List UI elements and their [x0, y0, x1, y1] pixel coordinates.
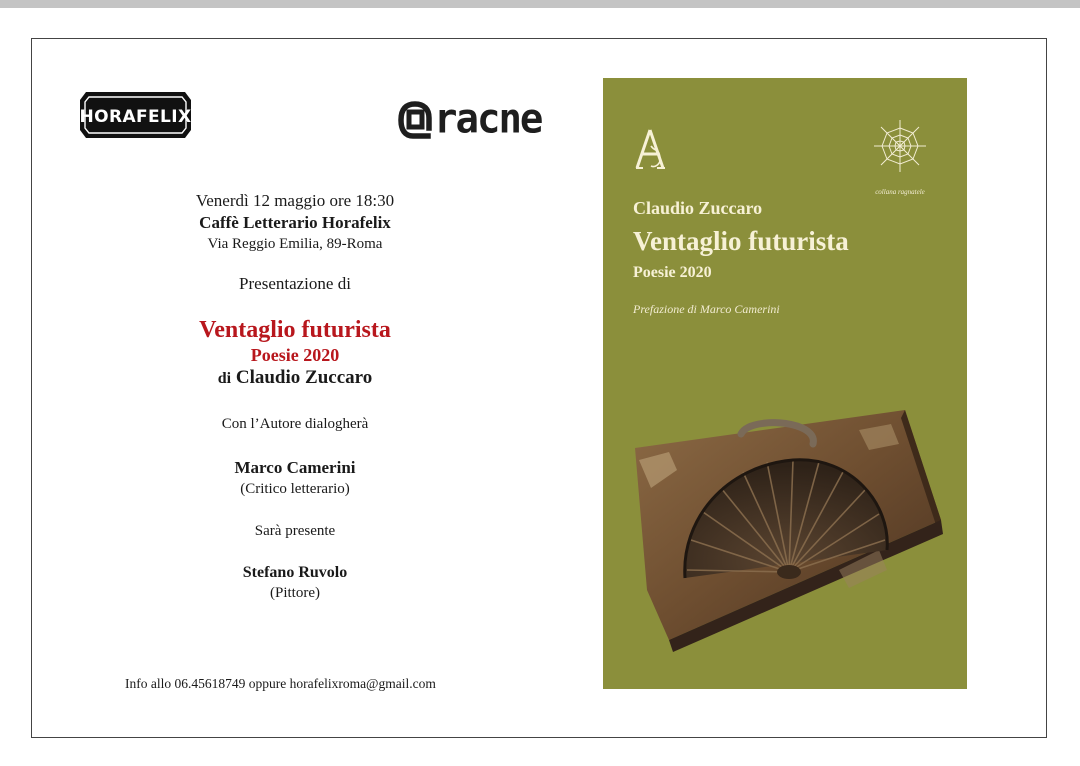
event-date: Venerdì 12 maggio ore 18:30	[195, 191, 395, 210]
series-name: collana ragnatele	[875, 188, 925, 196]
cover-title: Ventaglio futurista	[633, 226, 849, 256]
fan-artwork-image	[629, 400, 949, 652]
cover-subtitle: Poesie 2020	[633, 264, 712, 281]
book-author: Claudio Zuccaro	[235, 367, 373, 388]
horafelix-logo	[78, 90, 193, 140]
dialogue-label: Con l’Autore dialogherà	[221, 416, 369, 432]
contact-info: Info allo 06.45618749 oppure horafelixroma@gmail.com	[125, 676, 436, 691]
book-author-line	[95, 366, 495, 391]
second-guest-name: Stefano Ruvolo	[242, 564, 348, 581]
book-cover	[603, 78, 967, 689]
publisher-a-icon	[633, 128, 667, 172]
second-guest-role: (Pittore)	[270, 585, 320, 601]
aracne-logo: racne	[397, 93, 541, 147]
event-address: Via Reggio Emilia, 89-Roma	[207, 236, 383, 252]
guest-role: (Critico letterario)	[240, 481, 350, 497]
svg-text:HORAFELIX: HORAFELIX	[79, 107, 192, 127]
book-title: Ventaglio futurista	[199, 317, 391, 343]
invitation-text	[95, 190, 495, 603]
author-prefix: di	[217, 370, 232, 387]
spiderweb-icon	[869, 116, 931, 176]
event-venue: Caffè Letterario Horafelix	[199, 213, 391, 232]
present-label: Sarà presente	[254, 523, 336, 539]
top-bar	[0, 0, 1080, 8]
cover-preface: Prefazione di Marco Camerini	[633, 302, 780, 316]
aracne-at-icon	[397, 96, 433, 144]
guest-name: Marco Camerini	[234, 458, 356, 477]
book-subtitle: Poesie 2020	[250, 345, 340, 365]
cover-author: Claudio Zuccaro	[633, 198, 763, 218]
presentation-label: Presentazione di	[239, 274, 351, 293]
